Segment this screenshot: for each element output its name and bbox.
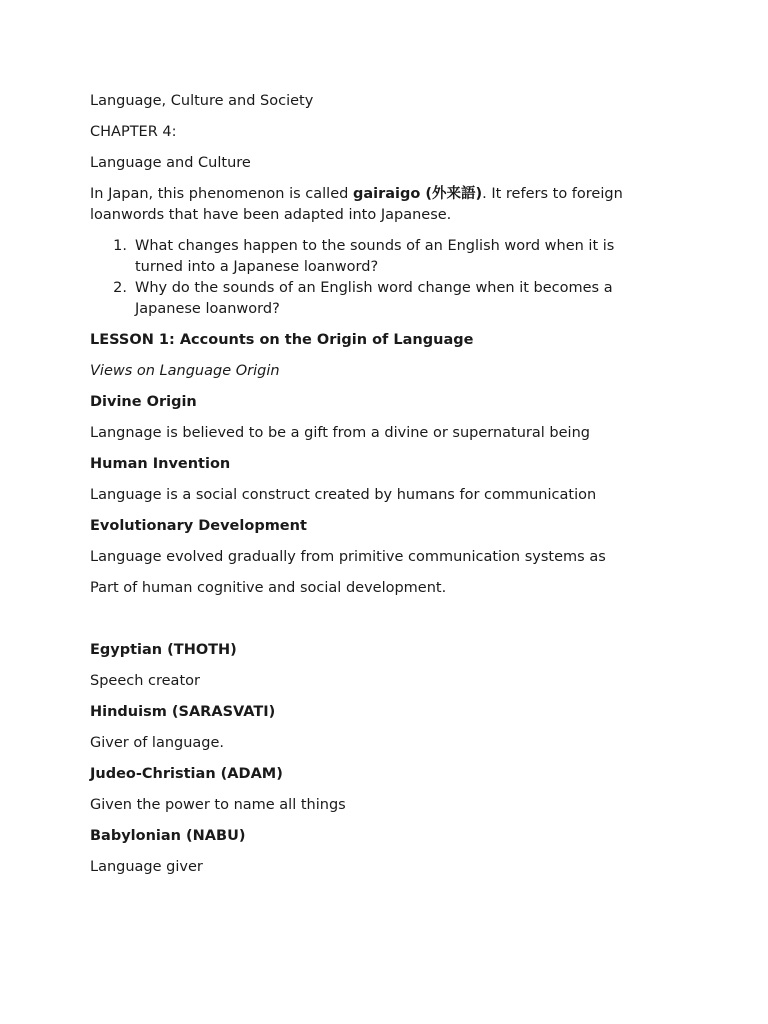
deity-text-judeo-christian: Given the power to name all things xyxy=(90,797,346,813)
lesson-title: LESSON 1: Accounts on the Origin of Language xyxy=(90,332,474,348)
question-number: 1. xyxy=(113,238,127,254)
deity-heading-hinduism: Hinduism (SARASVATI) xyxy=(90,704,276,720)
question-text: Why do the sounds of an English word change when it becomes a Japanese loanword? xyxy=(135,280,613,317)
view-text-human: Language is a social construct created by humans for communication xyxy=(90,487,597,503)
view-heading-human: Human Invention xyxy=(90,456,231,472)
deity-text-hinduism: Giver of language. xyxy=(90,735,225,751)
chapter-number: CHAPTER 4: xyxy=(90,124,177,140)
view-text-divine: Langnage is believed to be a gift from a divine or supernatural being xyxy=(90,425,590,441)
question-text: What changes happen to the sounds of an English word when it is turned into a Japanese loanword? xyxy=(135,238,615,275)
view-text-evolutionary: Language evolved gradually from primitive communication systems as xyxy=(90,549,606,565)
intro-text-after: . It refers to foreign loanwords that have been adapted into Japanese. xyxy=(90,186,623,223)
deity-heading-babylonian: Babylonian (NABU) xyxy=(90,828,246,844)
list-item xyxy=(90,236,650,278)
chapter-title: Language and Culture xyxy=(90,155,251,171)
intro-paragraph xyxy=(90,184,650,226)
intro-text-before: In Japan, this phenomenon is called xyxy=(90,186,353,202)
deity-heading-judeo-christian: Judeo-Christian (ADAM) xyxy=(90,766,283,782)
view-heading-divine: Divine Origin xyxy=(90,394,197,410)
gairaigo-term: gairaigo (外来語) xyxy=(352,186,483,202)
section-spacer xyxy=(90,609,650,640)
course-title: Language, Culture and Society xyxy=(90,93,314,109)
views-heading: Views on Language Origin xyxy=(90,363,280,379)
deity-text-egyptian: Speech creator xyxy=(90,673,200,689)
document-page xyxy=(90,91,650,888)
view-text-evolutionary-continued: Part of human cognitive and social development. xyxy=(90,580,447,596)
list-item xyxy=(90,278,650,320)
deity-text-babylonian: Language giver xyxy=(90,859,203,875)
view-heading-evolutionary: Evolutionary Development xyxy=(90,518,307,534)
deity-heading-egyptian: Egyptian (THOTH) xyxy=(90,642,237,658)
question-number: 2. xyxy=(113,280,127,296)
question-list xyxy=(90,236,650,320)
